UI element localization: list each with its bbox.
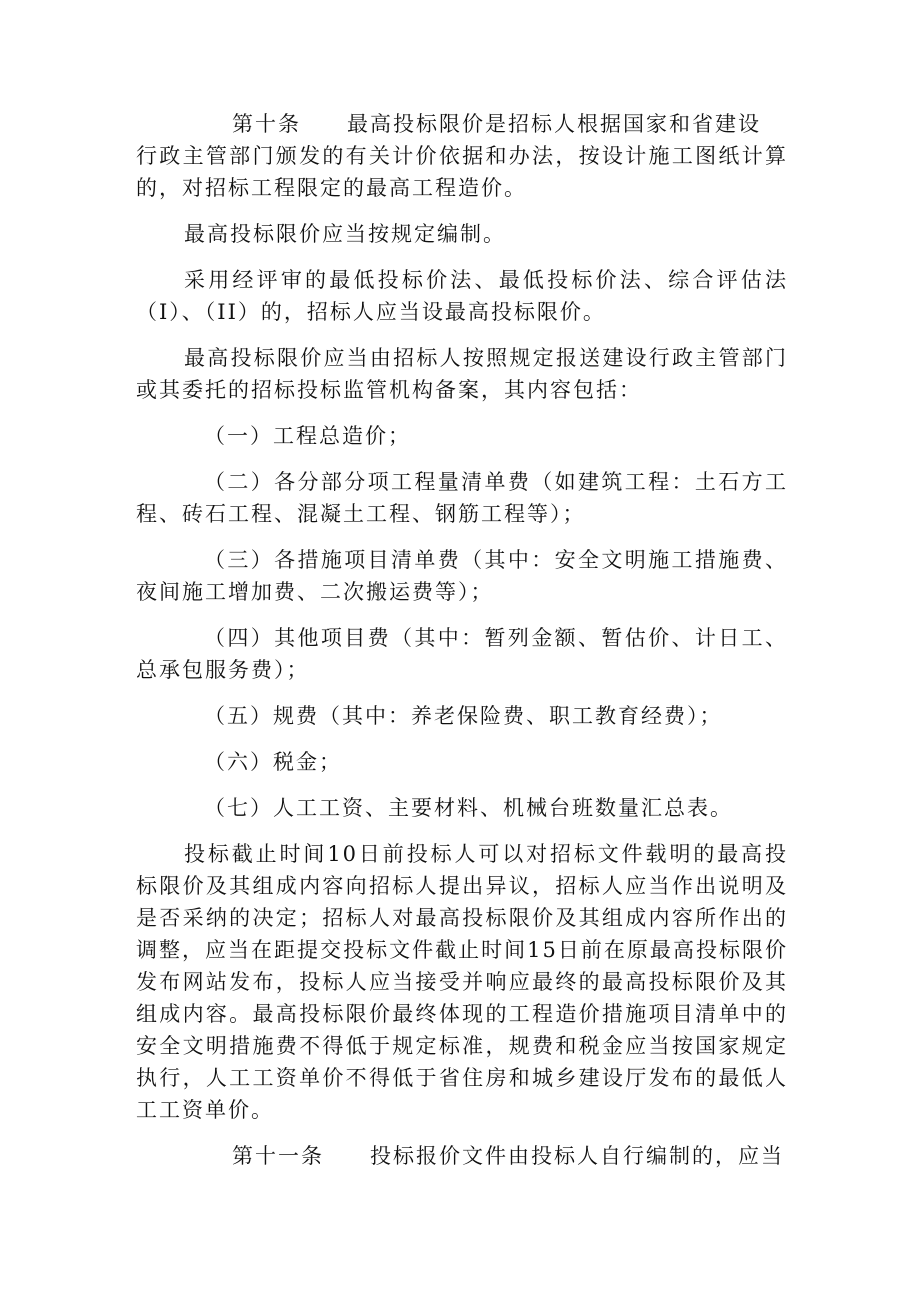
paragraph-filing: 最高投标限价应当由招标人按照规定报送建设行政主管部门或其委托的招标投标监管机构备案，其内容包括： bbox=[136, 346, 788, 402]
paragraph-objection: 投标截止时间10日前投标人可以对招标文件载明的最高投标限价及其组成内容向招标人提出异议，招标人应当作出说明及是否采纳的决定；招标人对最高投标限价及其组成内容所作出的调整，应当在距提交投标文件截止时间15日前在原最高投标限价发布网站发布，投标人应当接受并响应最终的最高投标限价及其组成内容。最高投标限价最终体现的工程造价措施项目清单中的安全文明措施费不得低于规定标准，规费和税金应当按国家规定执行，人工工资单价不得低于省住房和城乡建设厅发布的最低人工工资单价。 bbox=[136, 842, 788, 1122]
list-item-5: （五）规费（其中：养老保险费、职工教育经费）； bbox=[204, 704, 723, 728]
list-item-7: （七）人工工资、主要材料、机械台班数量汇总表。 bbox=[204, 796, 733, 820]
article-10-rest: 行政主管部门颁发的有关计价依据和办法，按设计施工图纸计算的，对招标工程限定的最高工程造价。 bbox=[136, 144, 788, 200]
article-11-number: 第十一条 bbox=[232, 1144, 324, 1168]
article-11-first-line: 投标报价文件由投标人自行编制的，应当 bbox=[370, 1144, 784, 1168]
list-item-2: （二）各分部分项工程量清单费（如建筑工程：土石方工程、砖石工程、混凝土工程、钢筋工程等）； bbox=[136, 470, 788, 526]
article-11 bbox=[136, 1140, 788, 1172]
paragraph-methods: 采用经评审的最低投标价法、最低投标价法、综合评估法（I）、（II）的，招标人应当设最高投标限价。 bbox=[136, 268, 788, 324]
article-10 bbox=[136, 108, 788, 204]
article-10-first-line: 最高投标限价是招标人根据国家和省建设 bbox=[347, 112, 761, 136]
list-item-6: （六）税金； bbox=[204, 750, 342, 774]
article-10-number: 第十条 bbox=[232, 112, 301, 136]
list-item-4: （四）其他项目费（其中：暂列金额、暂估价、计日工、总承包服务费）； bbox=[136, 626, 788, 682]
list-item-1: （一）工程总造价； bbox=[204, 424, 411, 448]
paragraph-compile: 最高投标限价应当按规定编制。 bbox=[184, 222, 506, 246]
list-item-3: （三）各措施项目清单费（其中：安全文明施工措施费、夜间施工增加费、二次搬运费等）； bbox=[136, 548, 788, 604]
document-body bbox=[136, 108, 788, 1172]
